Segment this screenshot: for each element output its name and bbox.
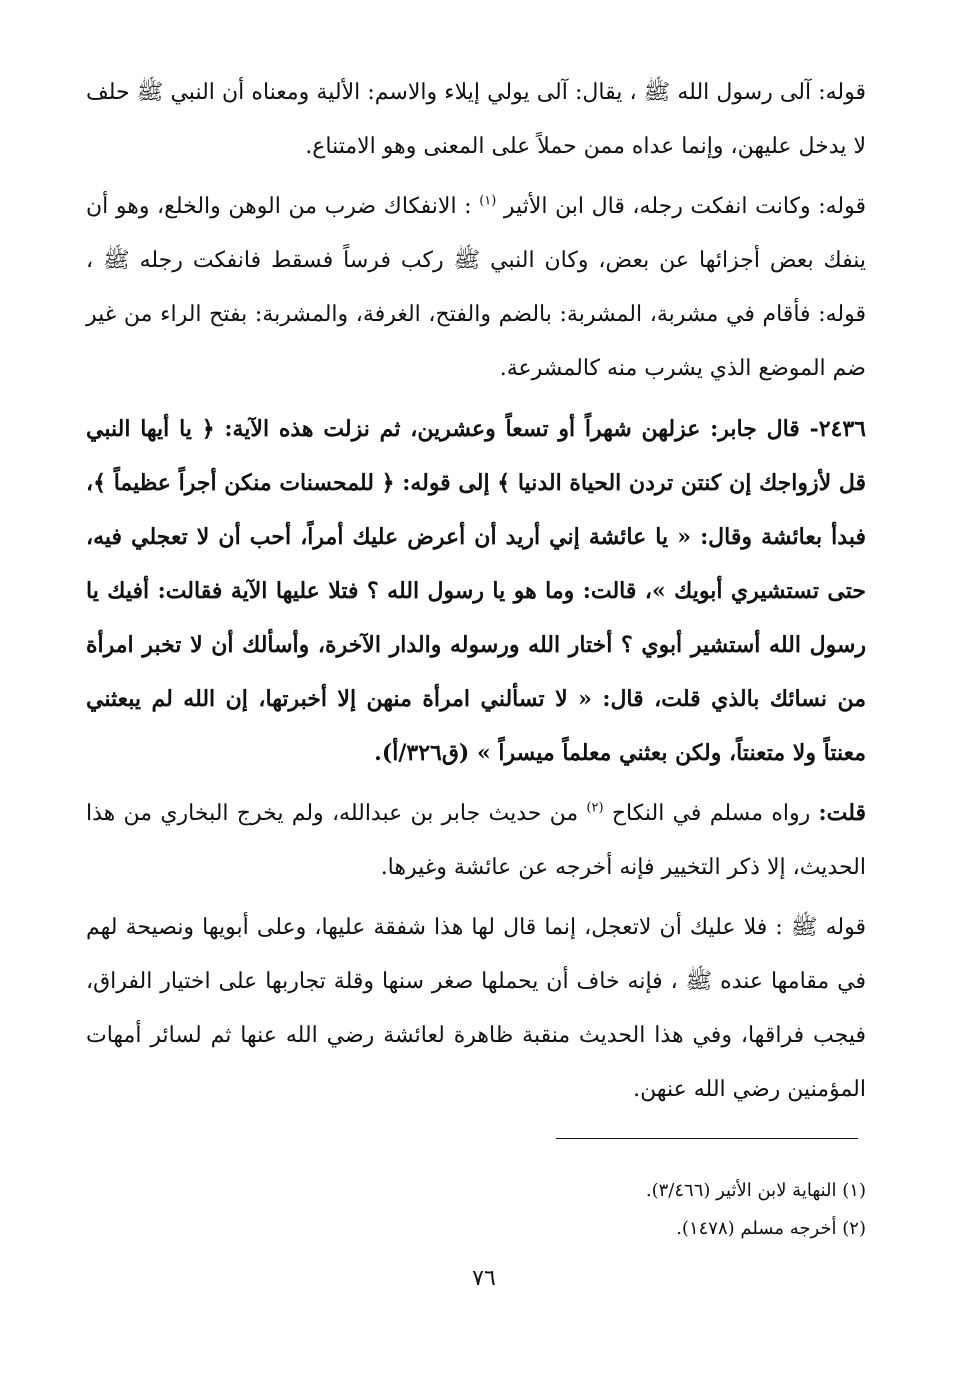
paragraph-5 bbox=[86, 901, 866, 1117]
footnote-ref-1[interactable]: (١) bbox=[479, 193, 497, 209]
hadith-paragraph bbox=[86, 402, 866, 780]
paragraph-4-text-a: رواه مسلم في النكاح bbox=[611, 801, 811, 826]
hadith-text: ٢٤٣٦- قال جابر: عزلهن شهراً أو تسعاً وعشرين، ثم نزلت هذه الآية: ﴿ يا أيها النبي قل لأزواجك إن كنتن تردن الحياة الدنيا ﴾ إلى قوله: ﴿ للمحسنات منكن أجراً عظيماً ﴾، فبدأ بعائشة وقال: « يا عائشة إني أريد أن أعرض عليك أمراً، أحب أن لا تعجلي فيه، حتى تستشيري أبويك »، قالت: وما هو يا رسول الله ؟ فتلا عليها الآية فقالت: أفيك يا رسول الله أستشير أبوي ؟ أختار الله ورسوله والدار الآخرة، وأسألك أن لا تخبر امرأة من نسائك بالذي قلت، قال: « لا تسألني امرأة منهن إلا أخبرتها، إن الله لم يبعثني معنتاً ولا متعنتاً، ولكن بعثني معلماً ميسراً » (ق٣٢٦/أ). bbox=[86, 416, 866, 766]
footnote-divider bbox=[556, 1138, 858, 1139]
paragraph-2 bbox=[86, 180, 866, 396]
footnote-1: (١) النهاية لابن الأثير (٣/٤٦٦). bbox=[645, 1180, 866, 1201]
qultu-label: قلت: bbox=[818, 800, 866, 826]
footnote-ref-2[interactable]: (٢) bbox=[586, 800, 604, 816]
paragraph-5-text: قوله ﷺ : فلا عليك أن لاتعجل، إنما قال لها هذا شفقة عليها، وعلى أبويها ونصيحة لهم في مقامها عنده ﷺ ، فإنه خاف أن يحملها صغر سنها وقلة تجاربها على اختيار الفراق، فيجب فراقها، وفي هذا الحديث منقبة ظاهرة لعائشة رضي الله عنها ثم لسائر أمهات المؤمنين رضي الله عنهن. bbox=[86, 915, 866, 1102]
footnote-2: (٢) أخرجه مسلم (١٤٧٨). bbox=[676, 1218, 866, 1239]
page-body bbox=[86, 66, 866, 1123]
paragraph-4 bbox=[86, 786, 866, 895]
paragraph-4-text-b: من حديث جابر بن عبدالله، ولم يخرج البخاري من هذا الحديث، إلا ذكر التخيير فإنه أخرجه عن عائشة وغيرها. bbox=[86, 801, 866, 880]
paragraph-1 bbox=[86, 66, 866, 174]
footnotes bbox=[86, 1172, 866, 1248]
paragraph-1-text: قوله: آلى رسول الله ﷺ ، يقال: آلى يولي إيلاء والاسم: الألية ومعناه أن النبي ﷺ حلف لا يدخل عليهن، وإنما عداه ممن حملاً على المعنى وهو الامتناع. bbox=[86, 80, 866, 159]
paragraph-2-text-b: : الانفكاك ضرب من الوهن والخلع، وهو أن ينفك بعض أجزائها عن بعض، وكان النبي ﷺ ركب فرساً فسقط فانفكت رجله ﷺ ، قوله: فأقام في مشربة، المشربة: بالضم والفتح، الغرفة، والمشربة: بفتح الراء من غير ضم الموضع الذي يشرب منه كالمشرعة. bbox=[86, 194, 866, 381]
page-number: ٧٦ bbox=[472, 1266, 496, 1291]
paragraph-2-text-a: قوله: وكانت انفكت رجله، قال ابن الأثير bbox=[503, 194, 867, 219]
